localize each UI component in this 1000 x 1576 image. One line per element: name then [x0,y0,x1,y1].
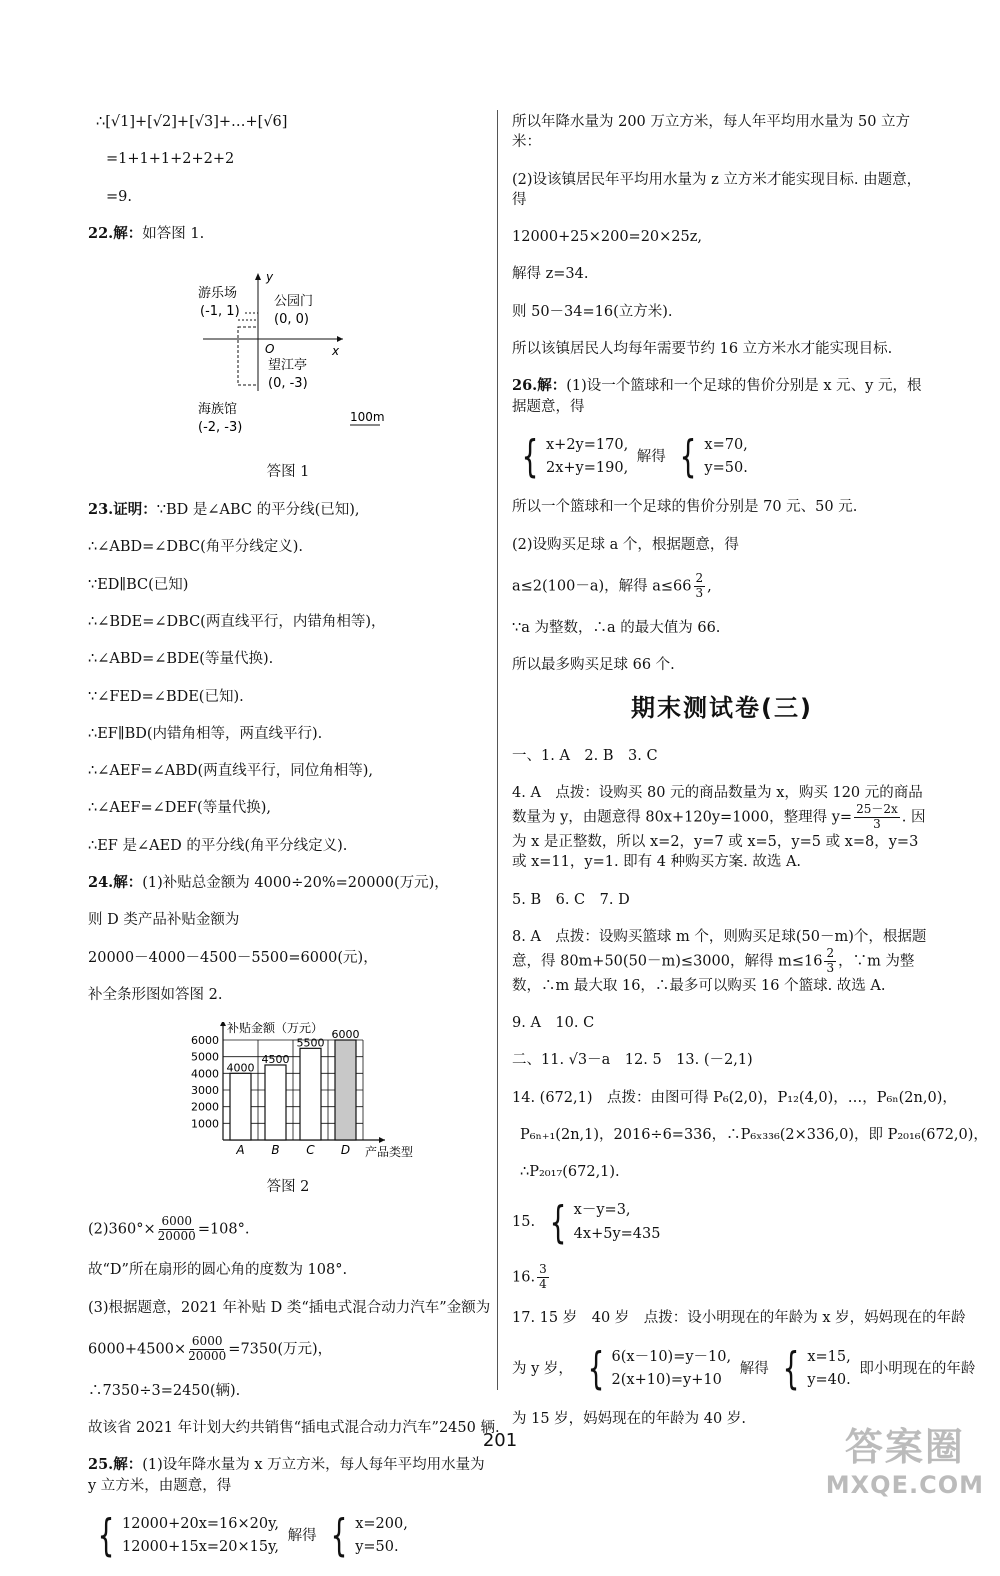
q26-line-1 [512,376,932,417]
q24-line-5 [88,1215,488,1244]
youlechang-coord: (-1, 1) [200,304,240,320]
y-axis-arrow [220,1022,226,1026]
s4-fraction [854,803,900,832]
s-line-17b [512,1342,976,1394]
q24-l5-b: =108°. [197,1221,250,1238]
q25-eq-1: 12000+20x=16×20y, [122,1515,279,1532]
q23-label: 证明： [113,501,157,519]
bar [300,1049,321,1141]
q25-eq-2: 12000+15x=20×15y, [122,1538,279,1555]
figure-1 [88,261,488,482]
q26-equations [512,431,932,483]
q24-line-8 [88,1335,488,1364]
watermark-logo [826,1416,984,1499]
figure-1-caption: 答图 1 [266,463,310,480]
s17-sol-2: y=40. [807,1371,851,1388]
s16-number: 16. [512,1269,536,1286]
q26-sol-2: y=50. [704,460,748,477]
q23-line-8: ∴∠AEF=∠ABD(两直线平行，同位角相等), [88,763,373,780]
q22-heading [88,224,488,244]
figure-2 [88,1022,488,1197]
q21-line-2: =1+1+1+2+2+2 [106,151,235,168]
r-line-2: (2)设该镇居民年平均用水量为 z 立方米才能实现目标. 由题意，得 [512,171,922,208]
origin-label: O [265,342,275,357]
bar [230,1074,251,1141]
s-line-4 [512,783,932,872]
s-line-14c: ∴P₂₀₁₇(672,1). [520,1164,620,1181]
haizuguan-label: 海族馆 [198,402,238,418]
s-line-1: 一、1. A 2. B 3. C [512,747,658,764]
q26-solution: { x=70, y=50. [680,431,748,483]
q26-system: { x+2y=170, 2x+y=190, [521,431,629,483]
q23-line-2: ∴∠ABD=∠DBC(角平分线定义). [88,539,303,556]
s16-fraction [537,1263,549,1292]
y-tick-label: 6000 [191,1034,219,1048]
s16-denominator: 4 [539,1276,547,1291]
s4-numerator: 25－2x [856,802,898,817]
q24-l5-fraction [158,1215,196,1244]
q25-sol-1: x=200, [355,1515,408,1532]
s4-a: 4. A 点拨：设购买 80 元的商品数量为 x，购买 120 元的商品数量为 y，由题意得 80x+120y=1000，整理得 y= [512,785,923,826]
bar [335,1040,356,1140]
q26-eq-1: x+2y=170, [546,436,629,453]
q23-line-7: ∴EF∥BD(内错角相等，两直线平行). [88,725,323,742]
q26-line-5: ∵a 为整数，∴a 的最大值为 66. [512,619,721,636]
s-line-16 [512,1263,932,1292]
q25-label: 解： [113,1456,143,1474]
watermark-line-2: MXQE.COM [825,1471,984,1499]
x-axis-title: 产品类型 [365,1145,414,1160]
s-line-8 [512,927,932,996]
q23-line-10: ∴EF 是∠AED 的平分线(角平分线定义). [88,837,348,854]
s-line-5: 5. B 6. C 7. D [512,891,630,908]
q23-line-3: ∵ED∥BC(已知) [88,576,189,593]
q24-l5-denominator: 20000 [157,1228,196,1243]
q25-system: { 12000+20x=16×20y, 12000+15x=20×15y, [97,1509,279,1561]
q26-line-3: (2)设购买足球 a 个，根据题意，得 [512,536,739,553]
q24-line-3: 20000－4000－4500－5500=6000(元)， [88,949,378,966]
r-line-3: 12000+25×200=20×25z, [512,229,703,246]
s17-eq-2: 2(x+10)=y+10 [611,1371,722,1388]
q23-line-1 [88,500,488,520]
q22-label: 解： [113,224,143,242]
s-line-11: 二、11. √3－a 12. 5 13. (－2,1) [512,1052,753,1069]
q26-number: 26. [512,377,538,395]
y-tick-label: 5000 [191,1050,219,1064]
q24-line-7: (3)根据题意，2021 年补贴 D 类“插电式混合动力汽车”金额为 [88,1299,491,1316]
coordinate-map-bottom [88,397,488,447]
q24-l5-a: (2)360°× [88,1221,156,1238]
q26-l4-denominator: 3 [695,585,704,600]
q25-line-1 [88,1455,488,1496]
y-axis-title: 补贴金额（万元） [227,1022,324,1036]
s8-numerator: 2 [826,946,835,961]
s8-b: ，∵m 为整数，∴m 最大取 16，∴最多可以购买 16 个篮球. 故选 A. [512,953,915,994]
s17c-text: 即小明现在的年龄 [859,1360,976,1377]
q24-line-6: 故“D”所在扇形的圆心角的度数为 108°. [88,1262,348,1279]
q26-l4-numerator: 2 [695,570,704,585]
q24-label: 解： [113,874,143,892]
q24-line-9: ∴7350÷3=2450(辆). [88,1382,241,1399]
s-line-9: 9. A 10. C [512,1014,595,1031]
q24-line-10: 故该省 2021 年计划大约共销售“插电式混合动力汽车”2450 辆. [88,1419,500,1436]
q26-solve: 解得 [636,449,666,466]
q24-l8-fraction [188,1335,226,1364]
q24-line-4: 补全条形图如答图 2. [88,986,223,1003]
x-tick-label: B [271,1143,280,1158]
coordinate-map [88,261,488,391]
left-column [88,112,500,1576]
wangjiangting-label: 望江亭 [268,358,308,374]
s-line-17d: 为 15 岁，妈妈现在的年龄为 40 岁. [512,1411,746,1428]
y-label: y [266,270,274,285]
watermark-line-1: 答案圈 [844,1425,965,1469]
x-label: x [332,344,340,359]
s8-denominator: 3 [826,960,835,975]
s17-solve: 解得 [739,1360,769,1377]
q21-line-1: ∴[√1]+[√2]+[√3]+…+[√6] [96,114,288,130]
q26-line-2: 所以一个篮球和一个足球的售价分别是 70 元、50 元. [512,499,858,516]
q26-l4-fraction [694,572,706,601]
x-axis-arrow [379,1137,385,1143]
q23-text-1: ∵BD 是∠ABC 的平分线(已知), [156,502,360,519]
s15-eq-2: 4x+5y=435 [573,1225,661,1242]
bar-data-label: 5500 [296,1036,325,1050]
q25-solution: { x=200, y=50. [330,1509,408,1561]
r-line-1: 所以年降水量为 200 万立方米，每人年平均用水量为 50 立方米： [512,114,911,151]
bar [265,1065,286,1140]
right-column [512,112,988,1446]
s17b-text: 为 y 岁， [512,1360,573,1377]
q26-label: 解： [537,377,567,395]
q25-sol-2: y=50. [355,1538,399,1555]
s15-eq-1: x－y=3, [573,1202,631,1219]
figure-2-caption: 答图 2 [266,1178,310,1195]
q23-line-4: ∴∠BDE=∠DBC(两直线平行，内错角相等)， [88,613,386,630]
q24-l8-numerator: 6000 [191,1334,223,1349]
q24-number: 24. [88,874,114,892]
x-tick-label: D [340,1143,351,1158]
q24-l5-numerator: 6000 [161,1213,192,1228]
gongyuanmen-coord: (0, 0) [274,312,309,328]
y-tick-label: 1000 [191,1117,219,1131]
y-tick-label: 2000 [191,1100,219,1114]
r-line-4: 解得 z=34. [512,266,589,283]
bar-data-label: 4500 [261,1053,290,1067]
q25-solve: 解得 [287,1527,317,1544]
haizuguan-coord: (-2, -3) [198,420,243,436]
s15-number: 15. [512,1214,536,1231]
q24-l8-a: 6000+4500× [88,1341,187,1358]
page-number: 201 [482,1430,518,1451]
youlechang-label: 游乐场 [198,286,238,302]
x-tick-label: C [306,1143,315,1158]
s16-numerator: 3 [539,1261,547,1276]
bar-data-label: 4000 [226,1061,255,1075]
section-title: 期末测试卷(三) [631,694,813,723]
q21-line-3: =9. [106,188,132,205]
s-line-14b: P₆ₙ₊₁(2n,1)，2016÷6=336，∴P₆ₓ₃₃₆(2×336,0)，即 P₂₀₁₆(672,0)， [520,1126,988,1143]
gongyuanmen-label: 公园门 [274,294,314,310]
s17-solution: { x=15, y=40. [782,1342,851,1394]
q23-line-6: ∵∠FED=∠BDE(已知). [88,688,244,705]
s4-denominator: 3 [873,817,881,832]
bar-data-label: 6000 [331,1028,360,1042]
column-divider [497,110,498,1390]
q23-line-9: ∴∠AEF=∠DEF(等量代换), [88,800,271,817]
s8-a: 8. A 点拨：设购买篮球 m 个，则购买足球(50－m)个，根据题意，得 80m+50(50－m)≤3000，解得 m≤16 [512,928,927,970]
q24-text-1: (1)补贴总金额为 4000÷20%=20000(万元)， [142,875,449,892]
q23-line-5: ∴∠ABD=∠BDE(等量代换). [88,651,274,668]
q25-text-1: (1)设年降水量为 x 万立方米，每人每年平均用水量为 y 立方米，由题意，得 [88,1457,485,1494]
y-tick-label: 3000 [191,1084,219,1098]
q25-equations [88,1509,488,1561]
r-line-6: 所以该镇居民人均每年需要节约 16 立方米水才能实现目标. [512,341,893,358]
q23-number: 23. [88,501,114,519]
q25-number: 25. [88,1456,114,1474]
q26-text-1: (1)设一个篮球和一个足球的售价分别是 x 元、y 元，根据题意，得 [512,378,922,415]
y-tick-label: 4000 [191,1067,219,1081]
s17-eq-1: 6(x－10)=y－10, [611,1348,732,1365]
dashed-rect [238,327,258,385]
bar-chart [88,1022,488,1162]
q26-l4-b: , [707,578,712,595]
q26-l4-a: a≤2(100－a)，解得 a≤66 [512,578,692,595]
q24-line-1 [88,873,488,893]
wangjiangting-coord: (0, -3) [268,376,308,392]
s-line-17a: 17. 15 岁 40 岁 点拨：设小明现在的年龄为 x 岁，妈妈现在的年龄 [512,1310,966,1327]
q24-l8-denominator: 20000 [188,1348,227,1363]
q24-l8-b: =7350(万元)， [228,1341,333,1358]
q26-eq-2: 2x+y=190, [546,460,629,477]
y-axis-arrow [255,273,261,280]
s-line-15 [512,1196,932,1248]
q22-number: 22. [88,224,114,242]
s17-sol-1: x=15, [807,1348,851,1365]
s17-system: { 6(x－10)=y－10, 2(x+10)=y+10 [587,1342,732,1394]
s15-system: { x－y=3, 4x+5y=435 [549,1196,661,1248]
scale-label: 100m [350,410,385,425]
x-axis-arrow [337,336,343,342]
r-line-5: 则 50－34=16(立方米). [512,303,673,320]
x-tick-label: A [236,1143,245,1158]
q26-sol-1: x=70, [704,436,748,453]
s-line-14a: 14. (672,1) 点拨：由图可得 P₆(2,0)，P₁₂(4,0)，…，P₆ₙ(2n,0)， [512,1089,957,1106]
q24-line-2: 则 D 类产品补贴金额为 [88,912,240,929]
s8-fraction [824,947,836,976]
q26-line-4 [512,572,932,601]
q22-text: 如答图 1. [142,225,205,242]
q26-line-6: 所以最多购买足球 66 个. [512,656,675,673]
s4-b: . 因为 x 是正整数，所以 x=2，y=7 或 x=5，y=5 或 x=8，y=3 或 x=11，y=1. 即有 4 种购买方案. 故选 A. [512,809,926,871]
